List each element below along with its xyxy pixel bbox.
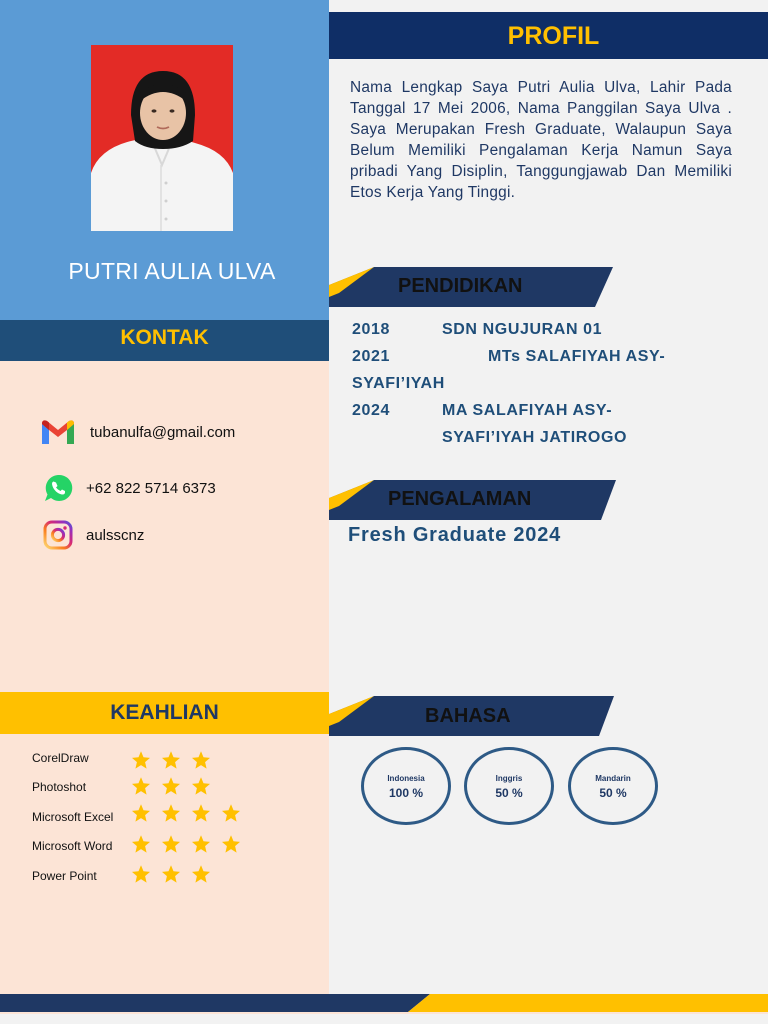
profile-photo <box>91 45 233 231</box>
star-icon <box>191 864 211 884</box>
education-section-title: PENDIDIKAN <box>398 275 523 297</box>
contact-section-title: KONTAK <box>120 326 209 349</box>
language-circle <box>568 747 658 825</box>
skill-label: Photoshot <box>32 780 87 794</box>
education-school: MTs SALAFIYAH ASY- <box>488 348 666 365</box>
star-icon <box>191 803 211 823</box>
star-icon <box>191 776 211 796</box>
education-school-continued: SYAFI’IYAH <box>352 375 445 392</box>
instagram-icon <box>40 520 76 550</box>
phone-text[interactable]: +62 822 5714 6373 <box>86 479 216 497</box>
star-icon <box>131 864 151 884</box>
language-level: 100 % <box>388 786 424 800</box>
profile-section-title: PROFIL <box>507 22 600 50</box>
star-icon <box>131 776 151 796</box>
education-school-continued: SYAFI’IYAH JATIROGO <box>442 429 628 446</box>
skill-stars <box>131 750 221 770</box>
email-text[interactable]: tubanulfa@gmail.com <box>90 423 236 441</box>
star-icon <box>191 834 211 854</box>
skill-stars <box>131 776 221 796</box>
footer-stripe <box>0 994 768 1014</box>
contact-phone-row <box>40 473 216 503</box>
whatsapp-icon <box>40 473 76 503</box>
skills-section-title: KEAHLIAN <box>110 701 219 724</box>
star-icon <box>191 750 211 770</box>
profile-text: Nama Lengkap Saya Putri Aulia Ulva, Lahir Pada Tanggal 17 Mei 2006, Nama Panggilan Saya Ulva . Saya Merupakan Fresh Graduate, Walaupun Saya Belum Memiliki Pengalaman Kerja Namun Saya pribadi Yang Disiplin, Tanggungjawab Dan Memiliki Etos Kerja Yang Tinggi. <box>350 79 732 201</box>
experience-text: Fresh Graduate 2024 <box>348 524 562 546</box>
education-year: 2024 <box>352 402 390 419</box>
star-icon <box>161 834 181 854</box>
language-section-title: BAHASA <box>425 705 511 727</box>
star-icon <box>161 803 181 823</box>
star-icon <box>131 750 151 770</box>
star-icon <box>131 803 151 823</box>
language-name: Mandarin <box>595 774 631 783</box>
skill-label: CorelDraw <box>32 751 89 765</box>
instagram-text[interactable]: aulsscnz <box>86 526 145 544</box>
education-year: 2021 <box>352 348 390 365</box>
skill-label: Power Point <box>32 869 97 883</box>
star-icon <box>161 750 181 770</box>
star-icon <box>161 864 181 884</box>
education-school: MA SALAFIYAH ASY- <box>442 402 613 419</box>
star-icon <box>221 834 241 854</box>
language-name: Indonesia <box>387 774 425 783</box>
contact-email-row <box>40 417 235 447</box>
person-name: PUTRI AULIA ULVA <box>68 258 276 284</box>
education-school: SDN NGUJURAN 01 <box>442 321 603 338</box>
language-level: 50 % <box>599 786 627 800</box>
skill-stars <box>131 834 251 854</box>
contact-instagram-row <box>40 520 144 550</box>
star-icon <box>131 834 151 854</box>
language-circle <box>361 747 451 825</box>
skill-label: Microsoft Word <box>32 839 113 853</box>
language-name: Inggris <box>495 774 523 783</box>
star-icon <box>221 803 241 823</box>
skill-stars <box>131 864 221 884</box>
language-circle <box>464 747 554 825</box>
left-panel <box>0 361 329 994</box>
star-icon <box>161 776 181 796</box>
skill-stars <box>131 803 251 823</box>
skill-label: Microsoft Excel <box>32 810 114 824</box>
language-level: 50 % <box>495 786 523 800</box>
experience-section-title: PENGALAMAN <box>388 488 532 510</box>
education-year: 2018 <box>352 321 390 338</box>
gmail-icon <box>40 417 76 447</box>
